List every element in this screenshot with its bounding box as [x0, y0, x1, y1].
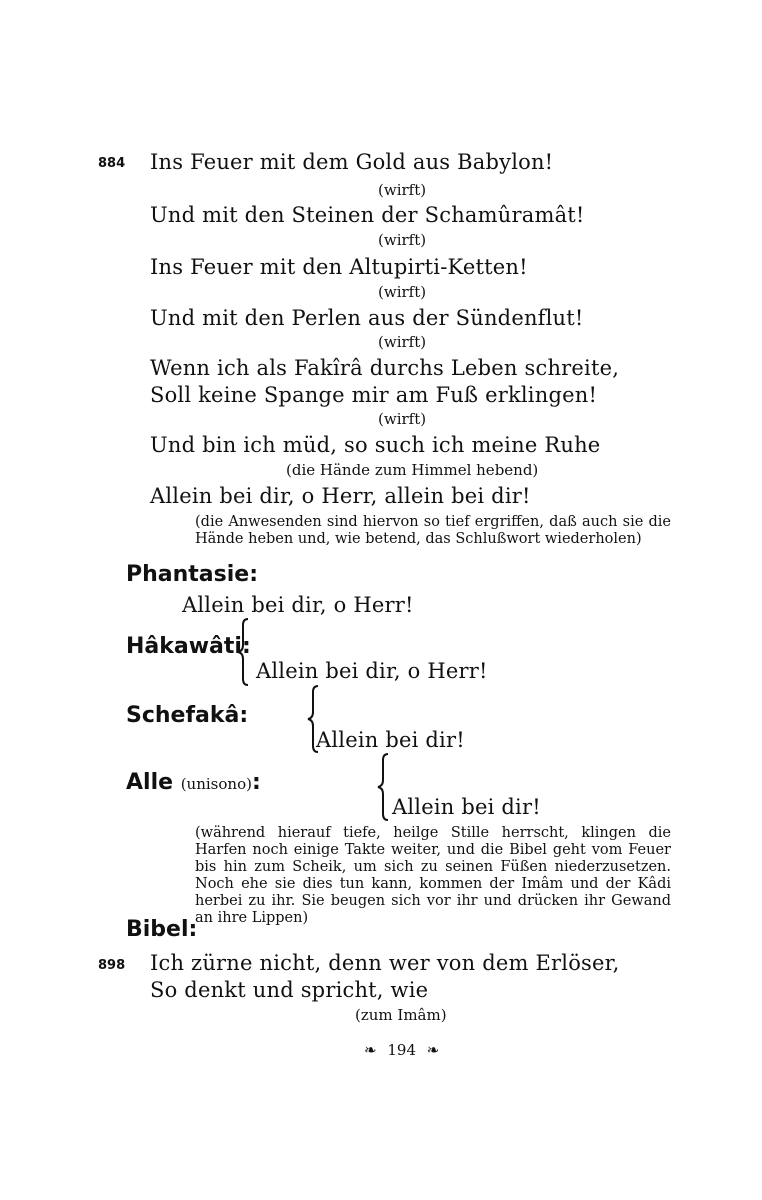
stage-direction-wirft-5: (wirft) — [378, 410, 427, 428]
speaker-bibel: Bibel: — [126, 917, 198, 942]
page-number — [364, 1041, 439, 1059]
verse-line-3: Ins Feuer mit den Altupirti-Ketten! — [150, 255, 528, 279]
folio-number: 194 — [387, 1041, 416, 1059]
ornament-left-icon: ❧ — [364, 1041, 377, 1059]
verse-line-5: Wenn ich als Fakîrâ durchs Leben schreite, — [150, 356, 620, 380]
verse-line-7: Und bin ich müd, so such ich meine Ruhe — [150, 433, 601, 457]
speaker-phantasie: Phantasie: — [126, 562, 259, 587]
response-schefaka: Allein bei dir! — [316, 728, 465, 752]
speaker-schefaka: Schefakâ: — [126, 703, 249, 728]
verse-line-1: Ins Feuer mit dem Gold aus Babylon! — [150, 150, 554, 174]
stage-direction-zum-imam: (zum Imâm) — [355, 1006, 447, 1024]
line-number-884: 884 — [98, 156, 126, 171]
speaker-alle: Alle (unisono): — [126, 770, 261, 795]
stage-direction-wirft-2: (wirft) — [378, 231, 427, 249]
stage-direction-anwesenden: (die Anwesenden sind hiervon so tief ergriffen, daß auch sie die Hände heben und, wie betend, das Schlußwort wiederholen) — [195, 514, 671, 547]
stage-direction-haende: (die Hände zum Himmel hebend) — [286, 461, 539, 479]
stage-direction-harfen: (während hierauf tiefe, heilge Stille herrscht, klingen die Harfen noch einige Takte weiter, und die Bibel geht vom Feuer bis hin zum Scheik, um sich zu seinen Füßen niederzusetzen. Noch ehe sie dies tun kann, kommen der Imâm und der Kâdi herbei zu ihr. Sie beugen sich vor ihr und drücken ihr Gewand an ihre Lippen) — [195, 825, 671, 926]
verse-line-6: Soll keine Spange mir am Fuß erklingen! — [150, 383, 598, 407]
stage-direction-wirft-1: (wirft) — [378, 181, 427, 199]
bibel-verse-2: So denkt und spricht, wie — [150, 978, 429, 1002]
line-number-898: 898 — [98, 958, 126, 973]
response-hakawati: Allein bei dir, o Herr! — [256, 659, 488, 683]
speaker-alle-note: (unisono) — [180, 775, 252, 793]
stage-direction-wirft-3: (wirft) — [378, 283, 427, 301]
brace-hakawati — [236, 617, 256, 687]
verse-line-2: Und mit den Steinen der Schamûramât! — [150, 203, 585, 227]
speaker-hakawati: Hâkawâti: — [126, 634, 251, 659]
verse-line-8: Allein bei dir, o Herr, allein bei dir! — [150, 484, 531, 508]
ornament-right-icon: ❧ — [426, 1041, 440, 1059]
verse-line-4: Und mit den Perlen aus der Sündenflut! — [150, 306, 584, 330]
response-alle: Allein bei dir! — [392, 795, 541, 819]
stage-direction-wirft-4: (wirft) — [378, 333, 427, 351]
bibel-verse-1: Ich zürne nicht, denn wer von dem Erlöser, — [150, 951, 620, 975]
response-phantasie: Allein bei dir, o Herr! — [182, 593, 414, 617]
